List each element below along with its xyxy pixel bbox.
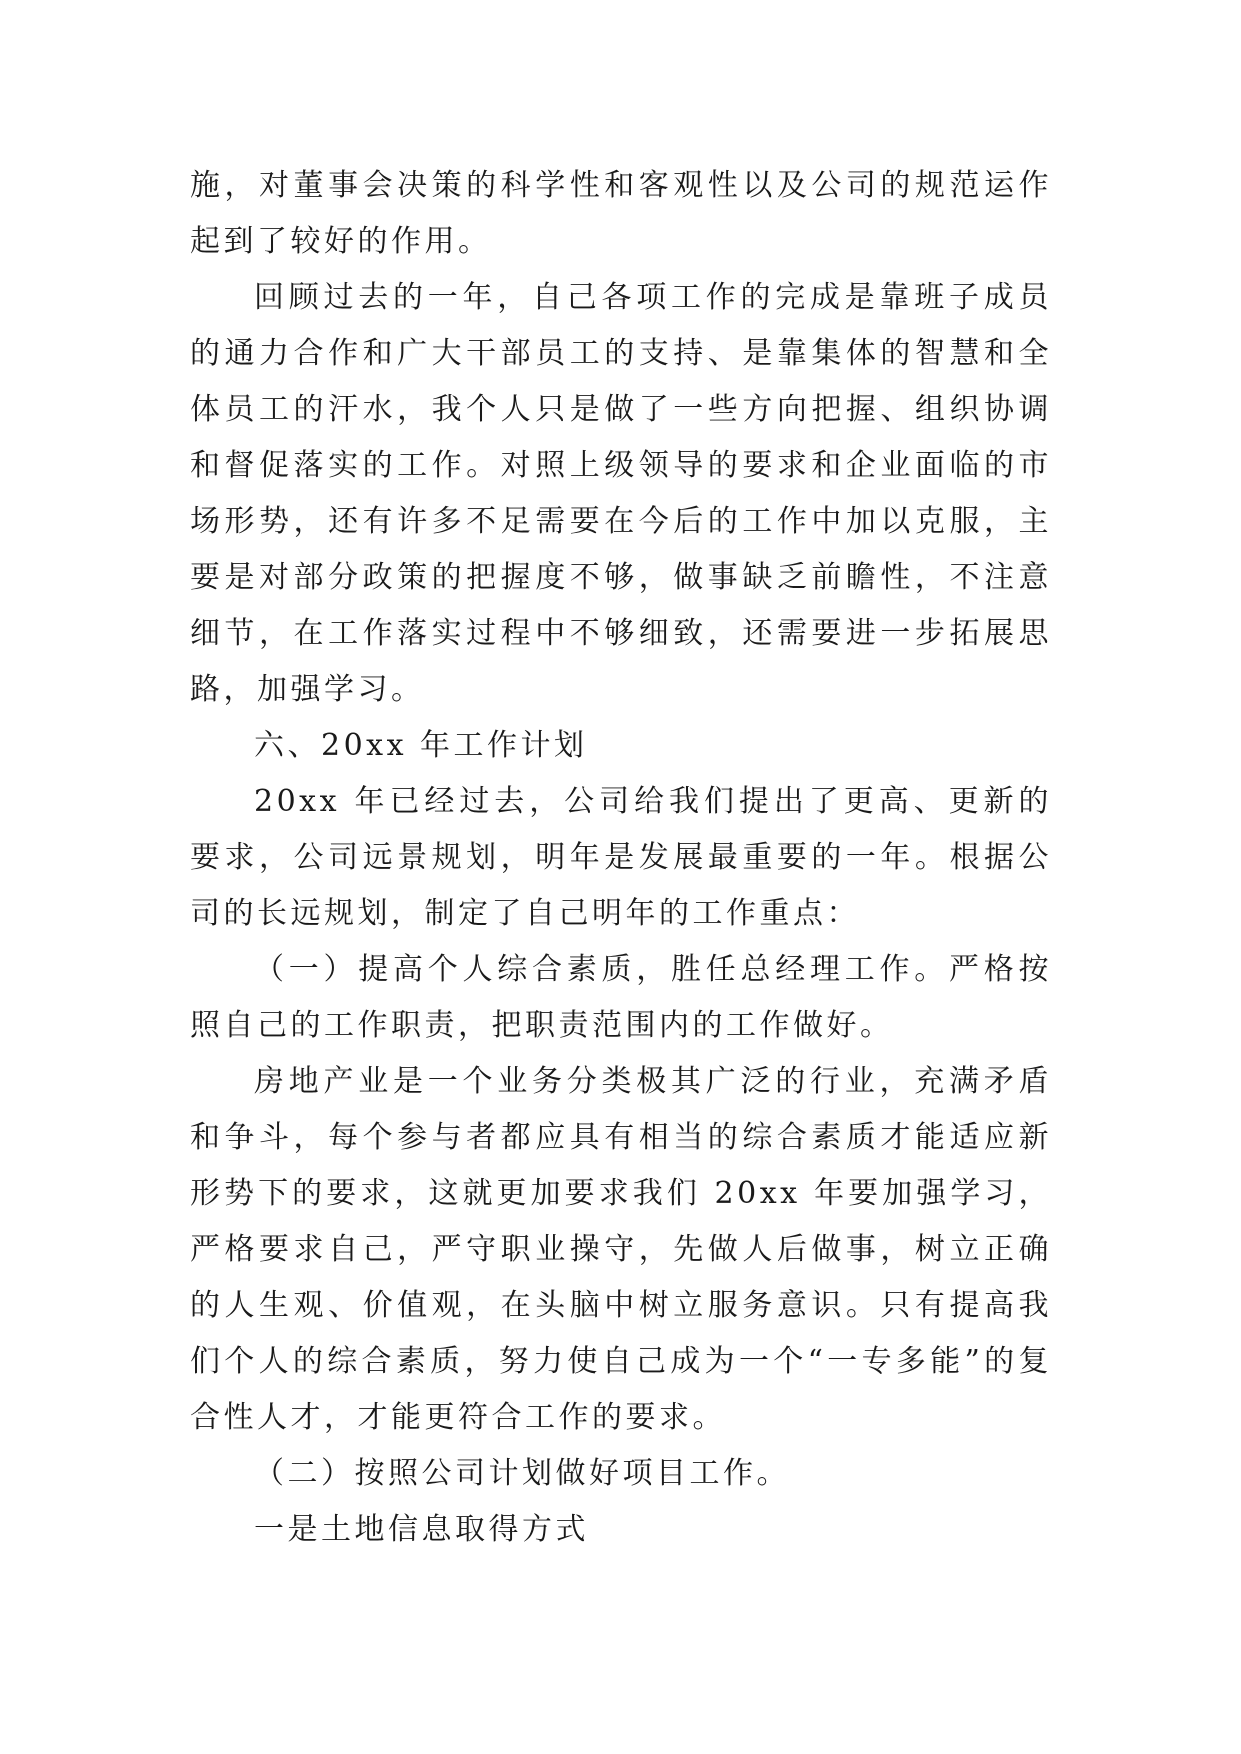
section-heading-work-plan: 六、20xx 年工作计划 <box>254 728 588 763</box>
paragraph-review: 回顾过去的一年，自己各项工作的完成是靠班子成员的通力合作和广大干部员工的支持、是靠集体的智慧和全体员工的汗水，我个人只是做了一些方向把握、组织协调和督促落实的工作。对照上级领导的要求和企业面临的市场形势，还有许多不足需要在今后的工作中加以克服，主要是对部分政策的把握度不够，做事缺乏前瞻性，不注意细节，在工作落实过程中不够细致，还需要进一步拓展思路，加强学习。 <box>190 280 1052 707</box>
paragraph-plan-intro: 20xx 年已经过去，公司给我们提出了更高、更新的要求，公司远景规划，明年是发展最重要的一年。根据公司的长远规划，制定了自己明年的工作重点： <box>190 784 1052 931</box>
sub-heading-projects: （二）按照公司计划做好项目工作。 <box>254 1456 790 1491</box>
sub-heading-quality: （一）提高个人综合素质，胜任总经理工作。严格按照自己的工作职责，把职责范围内的工作做好。 <box>190 952 1052 1043</box>
paragraph-real-estate: 房地产业是一个业务分类极其广泛的行业，充满矛盾和争斗，每个参与者都应具有相当的综合素质才能适应新形势下的要求，这就更加要求我们 20xx 年要加强学习，严格要求自己，严守职业操守，先做人后做事，树立正确的人生观、价值观，在头脑中树立服务意识。只有提高我们个人的综合素质，努力使自己成为一个“一专多能”的复合性人才，才能更符合工作的要求。 <box>190 1064 1052 1435</box>
paragraph-continuation: 施，对董事会决策的科学性和客观性以及公司的规范运作起到了较好的作用。 <box>190 168 1052 259</box>
document-body <box>190 158 1052 1558</box>
paragraph-land-info: 一是土地信息取得方式 <box>254 1512 589 1547</box>
